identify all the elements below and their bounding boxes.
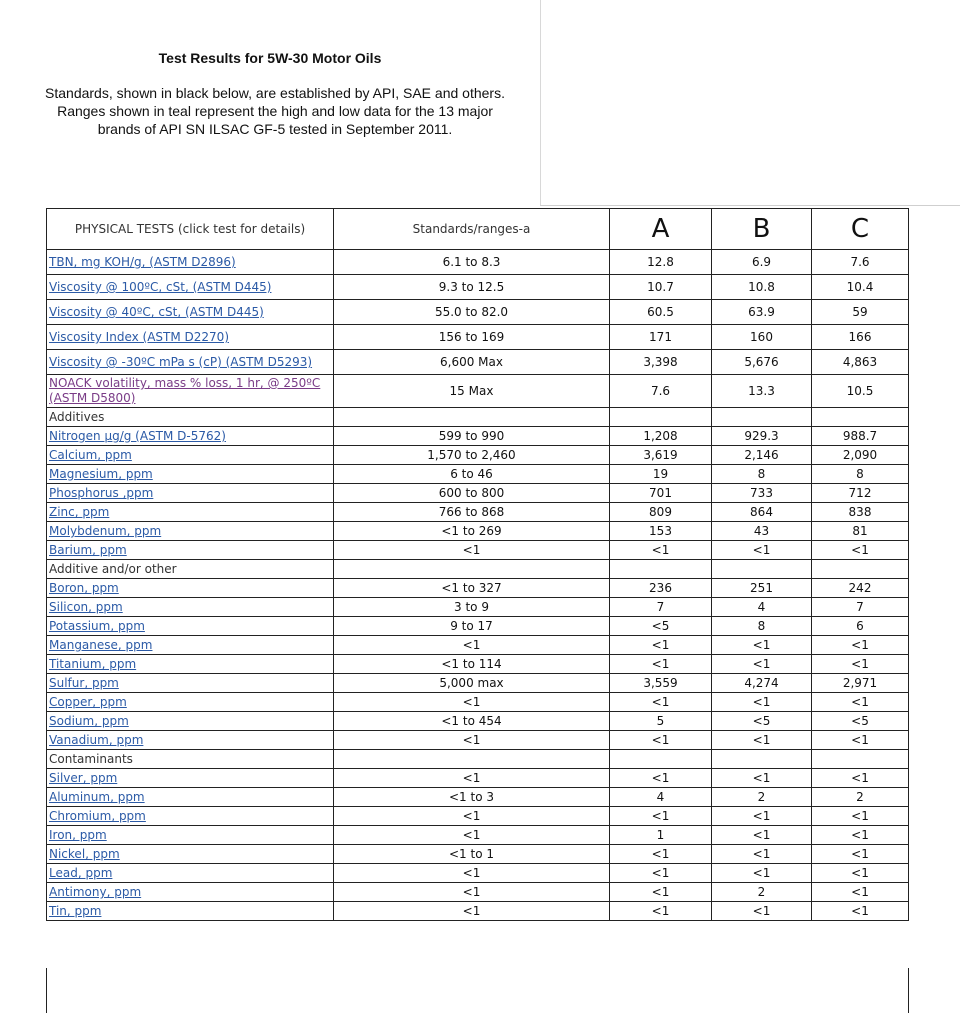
value-brand-b: <5	[712, 712, 812, 731]
table-row	[47, 446, 909, 465]
table-border	[46, 968, 47, 1013]
empty-cell	[812, 560, 909, 579]
standard-range: <1	[334, 864, 610, 883]
standard-range: <1	[334, 731, 610, 750]
table-row	[47, 883, 909, 902]
table-row	[47, 636, 909, 655]
table-row	[47, 375, 909, 408]
empty-cell	[812, 408, 909, 427]
value-brand-c: 2,090	[812, 446, 909, 465]
test-name-link[interactable]: Viscosity @ 100ºC, cSt, (ASTM D445)	[47, 275, 334, 300]
value-brand-a: 60.5	[610, 300, 712, 325]
test-name-link[interactable]: TBN, mg KOH/g, (ASTM D2896)	[47, 250, 334, 275]
value-brand-b: 2	[712, 788, 812, 807]
value-brand-a: <1	[610, 731, 712, 750]
table-row	[47, 350, 909, 375]
value-brand-c: 7.6	[812, 250, 909, 275]
table-row	[47, 598, 909, 617]
table-row	[47, 693, 909, 712]
value-brand-a: 701	[610, 484, 712, 503]
value-brand-c: 7	[812, 598, 909, 617]
value-brand-b: <1	[712, 693, 812, 712]
value-brand-b: 251	[712, 579, 812, 598]
test-name-link[interactable]: Titanium, ppm	[47, 655, 334, 674]
table-row	[47, 300, 909, 325]
value-brand-c: 712	[812, 484, 909, 503]
value-brand-c: <1	[812, 883, 909, 902]
value-brand-a: 7.6	[610, 375, 712, 408]
standard-range: <1 to 269	[334, 522, 610, 541]
standard-range: <1	[334, 636, 610, 655]
value-brand-b: 4	[712, 598, 812, 617]
value-brand-c: 2	[812, 788, 909, 807]
test-name-link[interactable]: Boron, ppm	[47, 579, 334, 598]
table-row	[47, 579, 909, 598]
standard-range: 15 Max	[334, 375, 610, 408]
standard-range: <1 to 1	[334, 845, 610, 864]
test-name-link[interactable]: Aluminum, ppm	[47, 788, 334, 807]
table-border	[908, 968, 909, 1013]
test-name-link[interactable]: Barium, ppm	[47, 541, 334, 560]
value-brand-c: <1	[812, 902, 909, 921]
value-brand-b: 2	[712, 883, 812, 902]
value-brand-a: 236	[610, 579, 712, 598]
standard-range: 1,570 to 2,460	[334, 446, 610, 465]
value-brand-a: 19	[610, 465, 712, 484]
table-row	[47, 250, 909, 275]
empty-cell	[812, 750, 909, 769]
table-row	[47, 503, 909, 522]
standard-range: 766 to 868	[334, 503, 610, 522]
table-row	[47, 325, 909, 350]
section-row	[47, 560, 909, 579]
standard-range: 55.0 to 82.0	[334, 300, 610, 325]
table-row	[47, 902, 909, 921]
test-name-link[interactable]: NOACK volatility, mass % loss, 1 hr, @ 250ºC (ASTM D5800)	[47, 375, 334, 408]
test-name-link[interactable]: Calcium, ppm	[47, 446, 334, 465]
value-brand-b: 5,676	[712, 350, 812, 375]
value-brand-b: <1	[712, 769, 812, 788]
table-row	[47, 826, 909, 845]
value-brand-c: 2,971	[812, 674, 909, 693]
column-header-brand-a: A	[610, 209, 712, 250]
value-brand-b: 2,146	[712, 446, 812, 465]
table-row	[47, 712, 909, 731]
standard-range: <1	[334, 883, 610, 902]
test-name-link[interactable]: Silver, ppm	[47, 769, 334, 788]
value-brand-c: <1	[812, 864, 909, 883]
value-brand-c: <1	[812, 636, 909, 655]
value-brand-b: 6.9	[712, 250, 812, 275]
standard-range: 156 to 169	[334, 325, 610, 350]
standard-range: <1 to 114	[334, 655, 610, 674]
value-brand-b: 8	[712, 617, 812, 636]
value-brand-c: <5	[812, 712, 909, 731]
standard-range: <1	[334, 902, 610, 921]
table-row	[47, 427, 909, 446]
table-row	[47, 484, 909, 503]
value-brand-b: <1	[712, 731, 812, 750]
test-name-link[interactable]: Viscosity @ 40ºC, cSt, (ASTM D445)	[47, 300, 334, 325]
header-row	[47, 209, 909, 250]
standard-range: <1	[334, 807, 610, 826]
value-brand-a: <1	[610, 902, 712, 921]
value-brand-b: 4,274	[712, 674, 812, 693]
table-row	[47, 731, 909, 750]
test-name-link[interactable]: Vanadium, ppm	[47, 731, 334, 750]
value-brand-c: 10.5	[812, 375, 909, 408]
standard-range: 6 to 46	[334, 465, 610, 484]
value-brand-a: 809	[610, 503, 712, 522]
standard-range: <1	[334, 769, 610, 788]
section-heading: Additives	[47, 408, 334, 427]
standard-range: 9.3 to 12.5	[334, 275, 610, 300]
test-name-link[interactable]: Viscosity Index (ASTM D2270)	[47, 325, 334, 350]
value-brand-a: <1	[610, 541, 712, 560]
standard-range: 6.1 to 8.3	[334, 250, 610, 275]
value-brand-b: 864	[712, 503, 812, 522]
table-row	[47, 674, 909, 693]
test-name-link[interactable]: Magnesium, ppm	[47, 465, 334, 484]
value-brand-b: <1	[712, 807, 812, 826]
table-row	[47, 845, 909, 864]
value-brand-c: 988.7	[812, 427, 909, 446]
test-name-link[interactable]: Nickel, ppm	[47, 845, 334, 864]
value-brand-b: 43	[712, 522, 812, 541]
empty-cell	[712, 750, 812, 769]
table-row	[47, 655, 909, 674]
test-name-link[interactable]: Silicon, ppm	[47, 598, 334, 617]
table-row	[47, 769, 909, 788]
value-brand-c: 8	[812, 465, 909, 484]
table-row	[47, 617, 909, 636]
column-header-brand-b: B	[712, 209, 812, 250]
test-name-link[interactable]: Copper, ppm	[47, 693, 334, 712]
test-name-link[interactable]: Potassium, ppm	[47, 617, 334, 636]
value-brand-b: <1	[712, 845, 812, 864]
standard-range: 5,000 max	[334, 674, 610, 693]
value-brand-c: <1	[812, 541, 909, 560]
test-name-link[interactable]: Viscosity @ -30ºC mPa s (cP) (ASTM D5293)	[47, 350, 334, 375]
value-brand-c: 838	[812, 503, 909, 522]
value-brand-c: <1	[812, 769, 909, 788]
table-row	[47, 807, 909, 826]
test-name-link[interactable]: Antimony, ppm	[47, 883, 334, 902]
empty-cell	[334, 560, 610, 579]
column-header-standards: Standards/ranges-a	[334, 209, 610, 250]
value-brand-c: <1	[812, 826, 909, 845]
value-brand-c: <1	[812, 845, 909, 864]
value-brand-a: 5	[610, 712, 712, 731]
test-name-link[interactable]: Manganese, ppm	[47, 636, 334, 655]
column-header-test: PHYSICAL TESTS (click test for details)	[47, 209, 334, 250]
value-brand-a: <1	[610, 655, 712, 674]
value-brand-a: <1	[610, 883, 712, 902]
column-header-brand-c: C	[812, 209, 909, 250]
value-brand-b: <1	[712, 826, 812, 845]
value-brand-b: 8	[712, 465, 812, 484]
value-brand-a: 171	[610, 325, 712, 350]
standard-range: <1 to 327	[334, 579, 610, 598]
value-brand-a: 12.8	[610, 250, 712, 275]
test-name-link[interactable]: Sodium, ppm	[47, 712, 334, 731]
value-brand-a: 1	[610, 826, 712, 845]
value-brand-c: 242	[812, 579, 909, 598]
empty-cell	[712, 408, 812, 427]
value-brand-a: 10.7	[610, 275, 712, 300]
test-name-link[interactable]: Zinc, ppm	[47, 503, 334, 522]
value-brand-b: <1	[712, 902, 812, 921]
empty-cell	[334, 408, 610, 427]
test-name-link[interactable]: Iron, ppm	[47, 826, 334, 845]
standard-range: <1	[334, 826, 610, 845]
table-row	[47, 275, 909, 300]
table-row	[47, 864, 909, 883]
table-row	[47, 522, 909, 541]
value-brand-a: 4	[610, 788, 712, 807]
value-brand-a: <1	[610, 693, 712, 712]
standard-range: 9 to 17	[334, 617, 610, 636]
value-brand-a: 3,619	[610, 446, 712, 465]
value-brand-c: 166	[812, 325, 909, 350]
test-name-link[interactable]: Nitrogen µg/g (ASTM D-5762)	[47, 427, 334, 446]
value-brand-a: 3,559	[610, 674, 712, 693]
section-heading: Additive and/or other	[47, 560, 334, 579]
value-brand-a: <1	[610, 769, 712, 788]
page-title: Test Results for 5W-30 Motor Oils	[158, 50, 382, 66]
value-brand-a: 1,208	[610, 427, 712, 446]
empty-cell	[610, 560, 712, 579]
standard-range: <1	[334, 693, 610, 712]
value-brand-b: <1	[712, 864, 812, 883]
standard-range: 3 to 9	[334, 598, 610, 617]
value-brand-a: 153	[610, 522, 712, 541]
value-brand-a: <1	[610, 807, 712, 826]
value-brand-a: 7	[610, 598, 712, 617]
value-brand-a: <5	[610, 617, 712, 636]
standard-range: <1	[334, 541, 610, 560]
test-name-link[interactable]: Phosphorus ,ppm	[47, 484, 334, 503]
value-brand-b: <1	[712, 655, 812, 674]
intro-text: Standards, shown in black below, are established by API, SAE and others. Ranges shown in teal represent the high and low data for the 13 major brands of API SN ILSAC GF-5 tested in September 2011.	[45, 85, 505, 137]
value-brand-c: <1	[812, 655, 909, 674]
standard-range: 600 to 800	[334, 484, 610, 503]
standard-range: 599 to 990	[334, 427, 610, 446]
value-brand-c: 10.4	[812, 275, 909, 300]
value-brand-a: <1	[610, 864, 712, 883]
test-name-link[interactable]: Chromium, ppm	[47, 807, 334, 826]
value-brand-b: 160	[712, 325, 812, 350]
value-brand-a: <1	[610, 636, 712, 655]
empty-cell	[610, 408, 712, 427]
test-name-link[interactable]: Lead, ppm	[47, 864, 334, 883]
value-brand-c: 59	[812, 300, 909, 325]
value-brand-b: <1	[712, 636, 812, 655]
empty-cell	[334, 750, 610, 769]
value-brand-c: 4,863	[812, 350, 909, 375]
empty-cell	[610, 750, 712, 769]
test-name-link[interactable]: Tin, ppm	[47, 902, 334, 921]
section-row	[47, 750, 909, 769]
value-brand-c: 6	[812, 617, 909, 636]
value-brand-c: <1	[812, 693, 909, 712]
test-name-link[interactable]: Sulfur, ppm	[47, 674, 334, 693]
value-brand-b: <1	[712, 541, 812, 560]
table-row	[47, 788, 909, 807]
value-brand-b: 929.3	[712, 427, 812, 446]
value-brand-b: 63.9	[712, 300, 812, 325]
section-row	[47, 408, 909, 427]
results-table	[46, 208, 909, 921]
test-name-link[interactable]: Molybdenum, ppm	[47, 522, 334, 541]
table-row	[47, 541, 909, 560]
value-brand-c: 81	[812, 522, 909, 541]
value-brand-b: 733	[712, 484, 812, 503]
standard-range: <1 to 3	[334, 788, 610, 807]
standard-range: 6,600 Max	[334, 350, 610, 375]
section-heading: Contaminants	[47, 750, 334, 769]
value-brand-c: <1	[812, 807, 909, 826]
value-brand-a: <1	[610, 845, 712, 864]
value-brand-a: 3,398	[610, 350, 712, 375]
empty-cell	[712, 560, 812, 579]
value-brand-b: 10.8	[712, 275, 812, 300]
scan-edge	[540, 205, 960, 206]
value-brand-c: <1	[812, 731, 909, 750]
standard-range: <1 to 454	[334, 712, 610, 731]
value-brand-b: 13.3	[712, 375, 812, 408]
scan-edge	[540, 0, 541, 205]
table-row	[47, 465, 909, 484]
